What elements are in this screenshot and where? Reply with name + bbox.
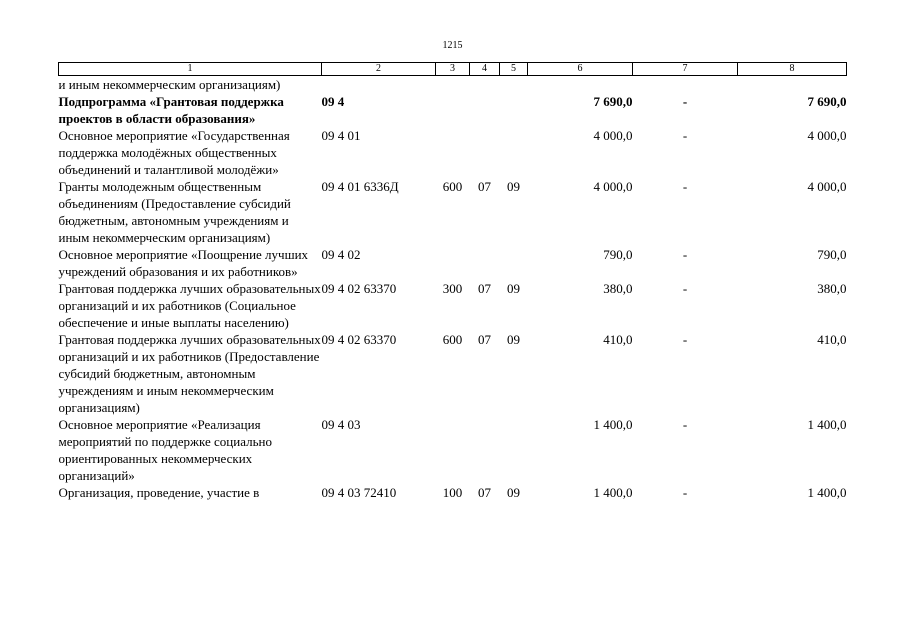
row-subsection-cell: 09 <box>507 179 520 194</box>
row-change-cell <box>633 76 738 94</box>
row-change-cell: - <box>682 128 688 143</box>
row-name-cell: Подпрограмма «Грантовая поддержка проектов в области образования» <box>58 94 284 126</box>
row-name-cell: Основное мероприятие «Реализация мероприятий по поддержке социально ориентированных некоммерческих организаций» <box>58 417 272 483</box>
row-expense-type-cell: 300 <box>442 281 463 296</box>
row-section-cell: 07 <box>478 281 491 296</box>
row-subsection-cell: 09 <box>507 485 520 500</box>
table-row <box>59 178 847 246</box>
table-row <box>59 280 847 331</box>
row-subsection-cell: 09 <box>507 281 520 296</box>
row-expense-type-cell: 100 <box>442 485 463 500</box>
table-row <box>59 76 847 94</box>
row-section-cell: 07 <box>478 485 491 500</box>
row-amount-cell: 380,0 <box>603 281 633 296</box>
row-amount-cell <box>528 76 633 94</box>
row-code-cell <box>322 76 436 94</box>
row-amount-cell: 4 000,0 <box>593 179 633 194</box>
row-expense-type-cell <box>436 127 470 178</box>
row-section-cell <box>470 416 500 484</box>
row-change-cell: - <box>682 94 688 109</box>
table-row <box>59 93 847 127</box>
column-header: 7 <box>633 63 738 76</box>
row-change-cell: - <box>682 247 688 262</box>
row-amount-cell: 410,0 <box>603 332 633 347</box>
row-section-cell <box>470 93 500 127</box>
row-expense-type-cell <box>436 93 470 127</box>
row-subsection-cell <box>500 416 528 484</box>
row-total-cell <box>738 76 847 94</box>
row-total-cell: 4 000,0 <box>807 179 847 194</box>
row-expense-type-cell <box>436 76 470 94</box>
row-amount-cell: 1 400,0 <box>593 485 633 500</box>
row-subsection-cell <box>500 246 528 280</box>
row-expense-type-cell <box>436 416 470 484</box>
row-amount-cell: 1 400,0 <box>593 417 633 432</box>
row-name-cell: Грантовая поддержка лучших образовательных организаций и их работников (Социальное обеспечение и иные выплаты населению) <box>58 281 321 330</box>
table-row <box>59 484 847 501</box>
row-name-cell: Грантовая поддержка лучших образовательных организаций и их работников (Предоставление субсидий бюджетным, автономным учреждениям и иным некоммерческим организациям) <box>58 332 321 415</box>
row-section-cell <box>470 246 500 280</box>
row-change-cell: - <box>682 332 688 347</box>
row-subsection-cell: 09 <box>507 332 520 347</box>
column-number-row <box>59 63 847 76</box>
row-subsection-cell <box>500 76 528 94</box>
row-change-cell: - <box>682 417 688 432</box>
row-code-cell: 09 4 02 63370 <box>321 281 397 296</box>
row-expense-type-cell <box>436 246 470 280</box>
row-code-cell: 09 4 02 63370 <box>321 332 397 347</box>
row-code-cell: 09 4 <box>321 94 345 109</box>
row-subsection-cell <box>500 93 528 127</box>
row-change-cell: - <box>682 179 688 194</box>
row-expense-type-cell: 600 <box>442 332 463 347</box>
row-code-cell: 09 4 03 72410 <box>321 485 397 500</box>
row-name-cell: Основное мероприятие «Поощрение лучших учреждений образования и их работников» <box>58 247 309 279</box>
table-row <box>59 331 847 416</box>
column-header: 3 <box>436 63 470 76</box>
row-subsection-cell <box>500 127 528 178</box>
row-code-cell: 09 4 02 <box>321 247 361 262</box>
row-code-cell: 09 4 01 6336Д <box>321 179 399 194</box>
row-name-cell: Гранты молодежным общественным объединениям (Предоставление субсидий бюджетным, автономным учреждениям и иным некоммерческим организациям) <box>58 179 291 245</box>
table-row <box>59 416 847 484</box>
row-section-cell: 07 <box>478 179 491 194</box>
row-change-cell: - <box>682 485 688 500</box>
row-name-cell: Основное мероприятие «Государственная поддержка молодёжных общественных объединений и талантливой молодёжи» <box>58 128 290 177</box>
column-header: 1 <box>59 63 322 76</box>
row-total-cell: 790,0 <box>817 247 847 262</box>
table-row <box>59 127 847 178</box>
row-total-cell: 4 000,0 <box>807 128 847 143</box>
column-header: 6 <box>528 63 633 76</box>
row-section-cell <box>470 127 500 178</box>
row-total-cell: 7 690,0 <box>807 94 847 109</box>
column-header: 4 <box>470 63 500 76</box>
row-amount-cell: 790,0 <box>603 247 633 262</box>
row-change-cell: - <box>682 281 688 296</box>
column-header: 5 <box>500 63 528 76</box>
row-expense-type-cell: 600 <box>442 179 463 194</box>
table-row <box>59 246 847 280</box>
row-name-cell: и иным некоммерческим организациям) <box>58 77 281 92</box>
row-code-cell: 09 4 03 <box>321 417 361 432</box>
budget-table <box>58 62 847 501</box>
column-header: 2 <box>322 63 436 76</box>
row-amount-cell: 7 690,0 <box>593 94 633 109</box>
table-body <box>59 76 847 502</box>
row-section-cell <box>470 76 500 94</box>
row-total-cell: 410,0 <box>817 332 847 347</box>
row-total-cell: 380,0 <box>817 281 847 296</box>
row-total-cell: 1 400,0 <box>807 417 847 432</box>
row-code-cell: 09 4 01 <box>321 128 361 143</box>
page-number: 1215 <box>442 40 463 51</box>
row-total-cell: 1 400,0 <box>807 485 847 500</box>
row-amount-cell: 4 000,0 <box>593 128 633 143</box>
column-header: 8 <box>738 63 847 76</box>
row-section-cell: 07 <box>478 332 491 347</box>
row-name-cell: Организация, проведение, участие в <box>58 485 260 500</box>
